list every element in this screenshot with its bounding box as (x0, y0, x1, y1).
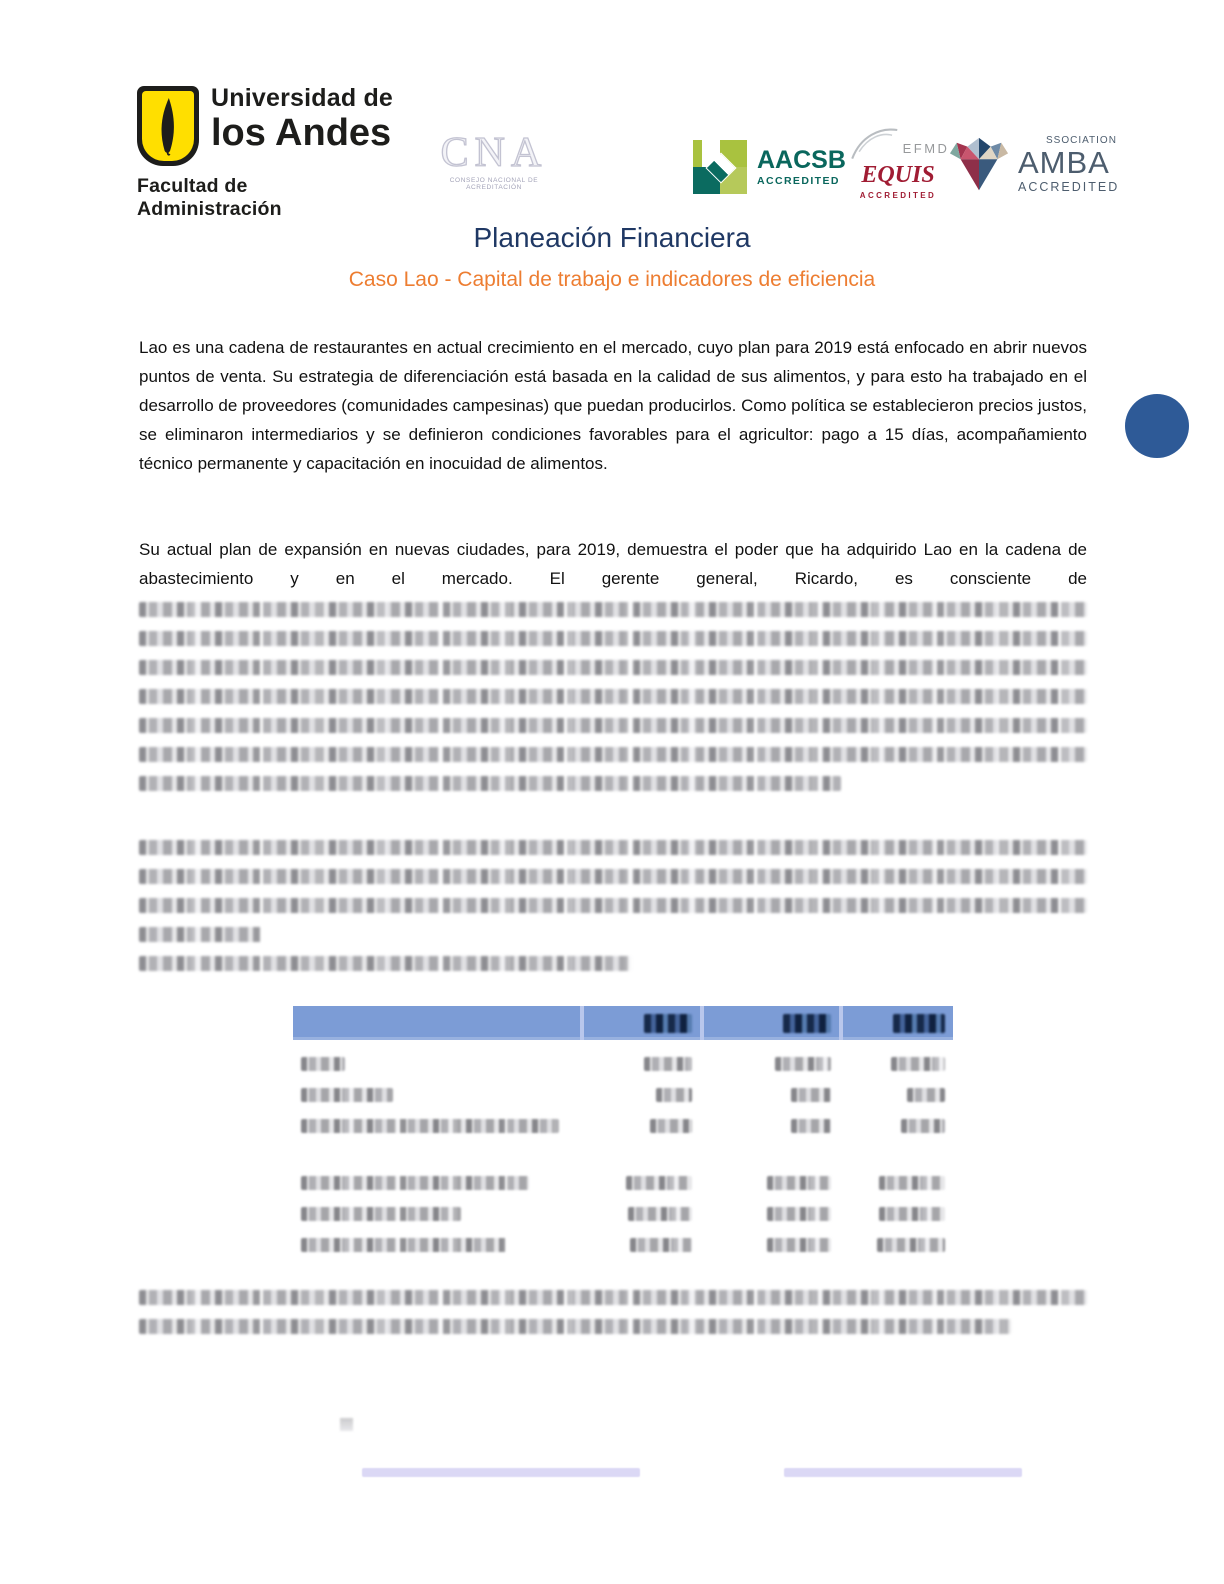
redacted-value (791, 1119, 831, 1133)
table-body (293, 1048, 953, 1260)
uniandes-shield-icon (137, 86, 199, 166)
table-value-cell (700, 1176, 839, 1190)
aacsb-name: AACSB (757, 145, 846, 174)
redacted-text-line (139, 898, 1087, 913)
redacted-text-line (139, 956, 632, 971)
table-value-cell (839, 1057, 953, 1071)
paragraph-intro: Lao es una cadena de restaurantes en actual crecimiento en el mercado, cuyo plan para 2019 está enfocado en abrir nuevos puntos de venta. Su estrategia de diferenciación está basada en la calidad de sus alimentos, y para esto ha trabajado en el desarrollo de proveedores (comunidades campesinas) que puedan producirlos. Como política se establecieron precios justos, se eliminaron intermediarios y se definieron condiciones favorables para el agricultor: pago a 15 días, acompañamiento técnico permanente y capacitación en inocuidad de alimentos. (139, 338, 1087, 473)
uniandes-logo (137, 86, 397, 221)
redacted-value (644, 1057, 692, 1071)
equis-name: EQUIS (861, 162, 935, 188)
cna-logo (424, 132, 564, 191)
table-row-label-cell (293, 1088, 580, 1102)
table-value-cell (580, 1119, 700, 1133)
redacted-text-line (139, 747, 1087, 762)
table-header-label-cell (293, 1006, 580, 1040)
table-value-cell (580, 1057, 700, 1071)
table-row (293, 1048, 953, 1079)
redacted-value (791, 1088, 831, 1102)
redacted-year-value (644, 1014, 692, 1033)
aacsb-logo (693, 140, 846, 194)
table-value-cell (839, 1238, 953, 1252)
table-value-cell (700, 1088, 839, 1102)
redacted-row-label (301, 1176, 529, 1190)
page-title: Planeación Financiera (473, 222, 751, 253)
redacted-row-label (301, 1207, 461, 1221)
redacted-row-label (301, 1088, 393, 1102)
table-row (293, 1110, 953, 1141)
table-row-label-cell (293, 1176, 580, 1190)
redacted-row-label (301, 1119, 559, 1133)
table-row (293, 1198, 953, 1229)
aacsb-icon (693, 140, 747, 194)
redacted-text-line (139, 718, 1087, 733)
redacted-value (626, 1176, 692, 1190)
redacted-value (891, 1057, 945, 1071)
redacted-text-line (139, 1319, 1011, 1334)
small-gray-artifact (340, 1418, 353, 1431)
amba-association-label: SSOCIATION (1046, 135, 1117, 146)
equis-swoosh-icon (847, 124, 899, 162)
redacted-text-line (139, 689, 1087, 704)
redacted-value (630, 1238, 692, 1252)
footer-highlight-bar-right (784, 1468, 1022, 1477)
efmd-label: EFMD (902, 141, 950, 156)
equis-logo (843, 124, 953, 200)
redacted-value (901, 1119, 945, 1133)
redacted-value (775, 1057, 831, 1071)
equis-accredited-label: ACCREDITED (859, 191, 937, 200)
redacted-value (767, 1238, 831, 1252)
redacted-value (907, 1088, 945, 1102)
aacsb-accredited-label: ACCREDITED (757, 174, 840, 187)
redacted-value (767, 1176, 831, 1190)
table-value-cell (839, 1119, 953, 1133)
table-value-cell (700, 1238, 839, 1252)
table-row (293, 1079, 953, 1110)
redacted-value (879, 1176, 945, 1190)
table-header-year-cell (839, 1006, 953, 1040)
uniandes-leaf-icon (151, 95, 185, 157)
redacted-value (650, 1119, 692, 1133)
table-value-cell (839, 1088, 953, 1102)
university-name-line2: los Andes (211, 112, 392, 154)
footer-highlight-bar-left (362, 1468, 640, 1477)
table-row-label-cell (293, 1057, 580, 1071)
table-header-year-cell (700, 1006, 839, 1040)
financial-table (293, 1006, 953, 1260)
redacted-paragraph-3 (139, 840, 1087, 971)
redacted-year-value (893, 1014, 945, 1033)
table-row (293, 1167, 953, 1198)
amba-diamond-icon (948, 137, 1010, 193)
redacted-text-line (139, 631, 1087, 646)
table-row-label-cell (293, 1238, 580, 1252)
blue-circle-page-marker (1125, 394, 1189, 458)
table-value-cell (700, 1119, 839, 1133)
redacted-text-line (139, 776, 841, 791)
redacted-closing-paragraph (139, 1290, 1087, 1334)
cna-caption: CONSEJO NACIONAL DE ACREDITACIÓN (449, 177, 539, 191)
table-value-cell (580, 1088, 700, 1102)
redacted-value (879, 1207, 945, 1221)
cna-acronym: CNA (440, 130, 548, 176)
table-header-year-cell (580, 1006, 700, 1040)
redacted-text-line (139, 602, 1087, 617)
table-row (293, 1229, 953, 1260)
redacted-value (656, 1088, 692, 1102)
redacted-text-line (139, 660, 1087, 675)
table-value-cell (580, 1238, 700, 1252)
redacted-text-line (139, 840, 1087, 855)
redacted-text-line (139, 927, 262, 942)
redacted-value (628, 1207, 692, 1221)
redacted-text-line (139, 1290, 1087, 1305)
paragraph-expansion-visible: Su actual plan de expansión en nuevas ciudades, para 2019, demuestra el poder que ha adquirido Lao en la cadena de abastecimiento y en el mercado. El gerente general, Ricardo, es consciente de (139, 540, 1087, 588)
amba-logo (948, 136, 1119, 194)
table-value-cell (839, 1176, 953, 1190)
table-row-label-cell (293, 1207, 580, 1221)
page-subtitle: Caso Lao - Capital de trabajo e indicadores de eficiencia (348, 268, 876, 291)
redacted-value (767, 1207, 831, 1221)
amba-name: AMBA (1018, 145, 1110, 180)
redacted-value (877, 1238, 945, 1252)
redacted-row-label (301, 1238, 507, 1252)
redacted-paragraph-2 (139, 602, 1087, 791)
amba-accredited-label: ACCREDITED (1018, 180, 1120, 194)
table-row-label-cell (293, 1119, 580, 1133)
table-header-row (293, 1006, 953, 1040)
table-value-cell (580, 1207, 700, 1221)
redacted-text-line (139, 869, 1087, 884)
table-value-cell (700, 1207, 839, 1221)
table-spacer-row (293, 1141, 953, 1167)
university-name-line1: Universidad de (211, 84, 394, 112)
table-value-cell (580, 1176, 700, 1190)
faculty-name: Facultad de Administración (137, 175, 282, 220)
table-value-cell (700, 1057, 839, 1071)
redacted-year-value (783, 1014, 831, 1033)
redacted-row-label (301, 1057, 345, 1071)
table-value-cell (839, 1207, 953, 1221)
